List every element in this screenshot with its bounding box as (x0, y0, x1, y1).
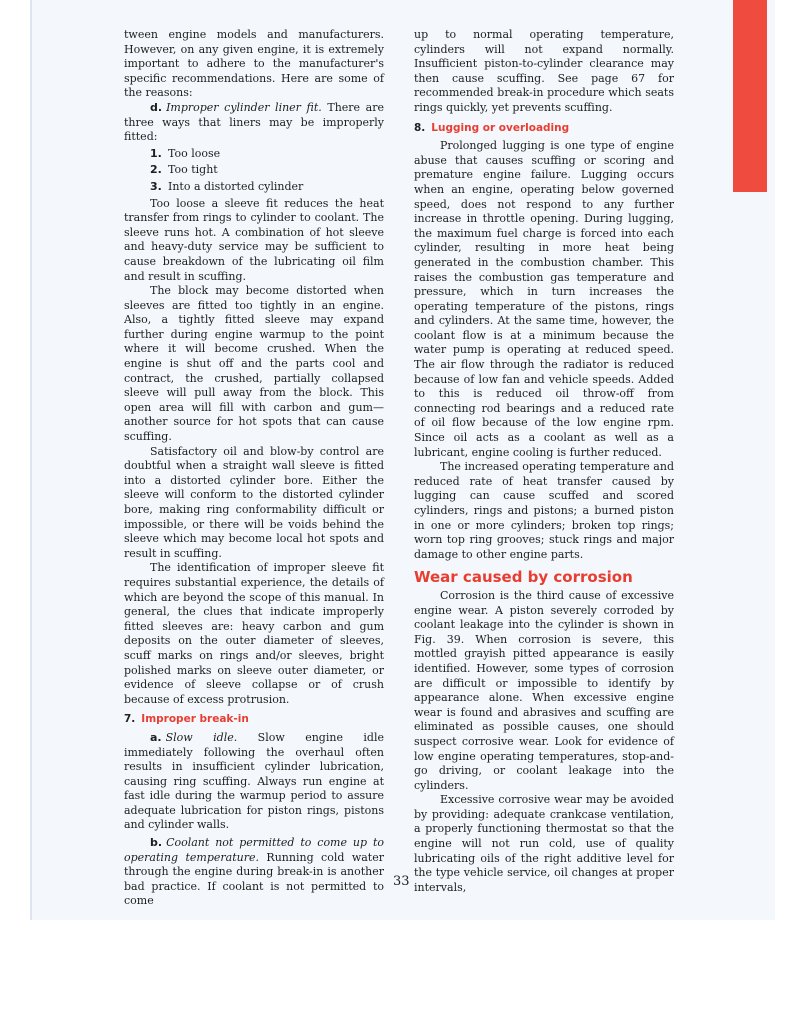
subitem-d (124, 101, 384, 145)
section-heading-corrosion: Wear caused by corrosion (414, 568, 633, 587)
page-number: 33 (393, 874, 410, 889)
paragraph: Prolonged lugging is one type of engine abuse that causes scuffing or scoring and premature engine failure. Lugging occurs when an engine, operating below governed speed, does not respond to any further increase in throttle opening. During lugging, the maximum fuel charge is forced into each cylinder, resulting in more heat being generated in the combustion chamber. This raises the combustion gas temperature and pressure, which in turn increases the operating temperature of the pistons, rings and cylinders. At the same time, however, the coolant flow is at a minimum because the water pump is operating at reduced speed. The air flow through the radiator is reduced because of low fan and vehicle speeds. Added to this is reduced oil throw-off from connecting rod bearings and a reduced rate of oil flow because of the low engine rpm. Since oil acts as a coolant as well as a lubricant, engine cooling is further reduced. (414, 139, 674, 459)
paragraph: The block may become distorted when sleeves are fitted too tightly in an engine. Also, a tightly fitted sleeve may expand further during engine warmup to the point where it will become crushed. When the engine is shut off and the parts cool and contract, the crushed, partially collapsed sleeve will pull away from the block. This open area will fill with carbon and gum—another source for hot spots that can cause scuffing. (124, 284, 384, 444)
heading-number: 7. (124, 713, 136, 726)
list-number: 1. (150, 146, 162, 160)
page-edge (30, 0, 32, 920)
item-title: Coolant not permitted to come up to operating temperature. (124, 836, 384, 864)
paragraph: Satisfactory oil and blow-by control are doubtful when a straight wall sleeve is fitted into a distorted cylinder bore. Either the sleeve will conform to the distorted cylinder bore, making ring conformability difficult or impossible, or there will be voids behind the sleeve which may become local hot spots and result in scuffing. (124, 444, 384, 560)
liner-fit-list (150, 147, 384, 195)
list-text: Into a distorted cylinder (168, 179, 304, 193)
list-text: Too tight (168, 163, 218, 177)
item-text: There are three ways that liners may be improperly fitted: (124, 100, 384, 144)
item-title: Slow idle. (165, 730, 238, 744)
item-label: d. (150, 100, 163, 114)
item-title: Improper cylinder liner fit. (166, 100, 322, 114)
paragraph: up to normal operating temperature, cylinders will not expand normally. Insufficient piston-to-cylinder clearance may then cause scuffing. See page 67 for recommended break-in procedure which seats rings quickly, yet prevents scuffing. (414, 28, 674, 114)
list-number: 2. (150, 163, 162, 177)
list-text: Too loose (168, 146, 221, 160)
paragraph: Too loose a sleeve fit reduces the heat transfer from rings to cylinder to coolant. The sleeve runs hot. A combination of hot sleeve and heavy-duty service may be sufficient to cause breakdown of the lubricating oil film and result in scuffing. (124, 196, 384, 283)
left-column (124, 28, 384, 909)
list-item (150, 163, 384, 178)
item-text: Running cold water through the engine during break-in is another bad practice. If coolant is not permitted to come (124, 850, 384, 908)
paragraph: The increased operating temperature and reduced rate of heat transfer caused by lugging can cause scuffed and scored cylinders, rings and pistons; a burned piston in one or more cylinders; broken top rings; worn top ring grooves; stuck rings and major damage to other engine parts. (414, 460, 674, 561)
heading-text: Improper break-in (141, 713, 249, 726)
section-tab (733, 0, 767, 192)
section-heading-7 (124, 712, 384, 727)
paragraph: tween engine models and manufacturers. However, on any given engine, it is extremely important to adhere to the manufacturer's specific recommendations. Here are some of the reasons: (124, 28, 384, 100)
right-column (414, 28, 674, 895)
subitem-a (124, 731, 384, 833)
item-label: a. (150, 730, 162, 744)
item-label: b. (150, 836, 163, 850)
paragraph: Excessive corrosive wear may be avoided by providing: adequate crankcase ventilation, a properly functioning thermostat so that the engine will not run cold, use of quality lubricating oils of the right additive level for the type vehicle service, oil changes at proper intervals, (414, 793, 674, 894)
subitem-b (124, 836, 384, 909)
heading-text: Lugging or overloading (431, 121, 570, 134)
heading-number: 8. (414, 121, 426, 134)
paragraph: Corrosion is the third cause of excessive engine wear. A piston severely corroded by coolant leakage into the cylinder is shown in Fig. 39. When corrosion is severe, this mottled grayish pitted appearance is easily identified. However, some types of corrosion are difficult or impossible to identify by appearance alone. When excessive engine wear is found and abrasives and scuffing are eliminated as possible causes, one should suspect corrosive wear. Look for evidence of low engine operating temperatures, stop-and-go driving, or coolant leakage into the cylinders. (414, 588, 674, 792)
list-item (150, 147, 384, 162)
list-number: 3. (150, 179, 162, 193)
section-heading-8 (414, 121, 674, 136)
item-text: Slow engine idle immediately following the overhaul often results in insufficient cylinder lubrication, causing ring scuffing. Always run engine at fast idle during the warmup period to assure adequate lubrication for piston rings, pistons and cylinder walls. (124, 730, 384, 832)
paragraph: The identification of improper sleeve fit requires substantial experience, the details of which are beyond the scope of this manual. In general, the clues that indicate improperly fitted sleeves are: heavy carbon and gum deposits on the outer diameter of sleeves, scuff marks on rings and/or sleeves, bright polished marks on sleeve outer diameter, or evidence of sleeve collapse or of crush because of excess protrusion. (124, 561, 384, 706)
list-item (150, 180, 384, 195)
